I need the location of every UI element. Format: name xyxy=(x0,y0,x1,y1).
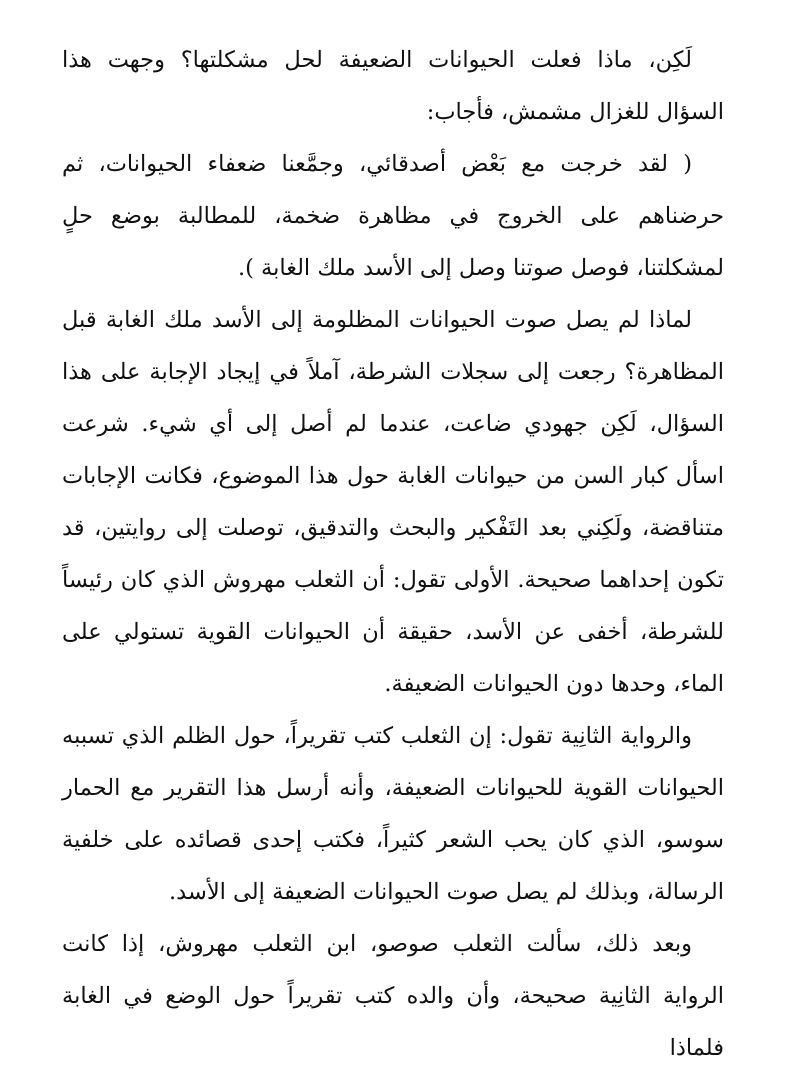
paragraph-question-to-gazelle: لَكِن، ماذا فعلت الحيوانات الضعيفة لحل مشكلتها؟ وجهت هذا السؤال للغزال مشمش، فأجاب: xyxy=(62,47,724,125)
paragraph-two-narratives: لماذا لم يصل صوت الحيوانات المظلومة إلى الأسد ملك الغابة قبل المظاهرة؟ رجعت إلى سجلات الشرطة، آملاً في إيجاد الإجابة على هذا السؤال، لَكِن جهودي ضاعت، عندما لم أصل إلى أي شيء. شرعت اسأل كبار السن من حيوانات الغابة حول هذا الموضوع، فكانت الإجابات متناقضة، ولَكِني بعد التَفْكير والبحث والتدقيق، توصلت إلى روايتين، قد تكون إحداهما صحيحة. الأولى تقول: أن الثعلب مهروش الذي كان رئيساً للشرطة، أخفى عن الأسد، حقيقة أن الحيوانات القوية تستولي على الماء، وحدها دون الحيوانات الضعيفة. xyxy=(62,307,724,697)
paragraph-asking-fox-son: وبعد ذلك، سألت الثعلب صوصو، ابن الثعلب مهروش، إذا كانت الرواية الثانِية صحيحة، وأن والده كتب تقريراً حول الوضع في الغابة فلماذا xyxy=(62,931,724,1061)
paragraph-gazelle-answer: ( لقد خرجت مع بَعْض أصدقائي، وجمَّعنا ضعفاء الحيوانات، ثم حرضناهم على الخروج في مظاهرة ضخمة، للمطالبة بوضع حلٍ لمشكلتنا، فوصل صوتنا وصل إلى الأسد ملك الغابة ). xyxy=(62,151,724,281)
paragraph-second-narrative: والرواية الثانِية تقول: إن الثعلب كتب تقريراً، حول الظلم الذي تسببه الحيوانات القوية للحيوانات الضعيفة، وأنه أرسل هذا التقرير مع الحمار سوسو، الذي كان يحب الشعر كثيراً، فكتب إحدى قصائده على خلفية الرسالة، وبذلك لم يصل صوت الحيوانات الضعيفة إلى الأسد. xyxy=(62,723,724,905)
